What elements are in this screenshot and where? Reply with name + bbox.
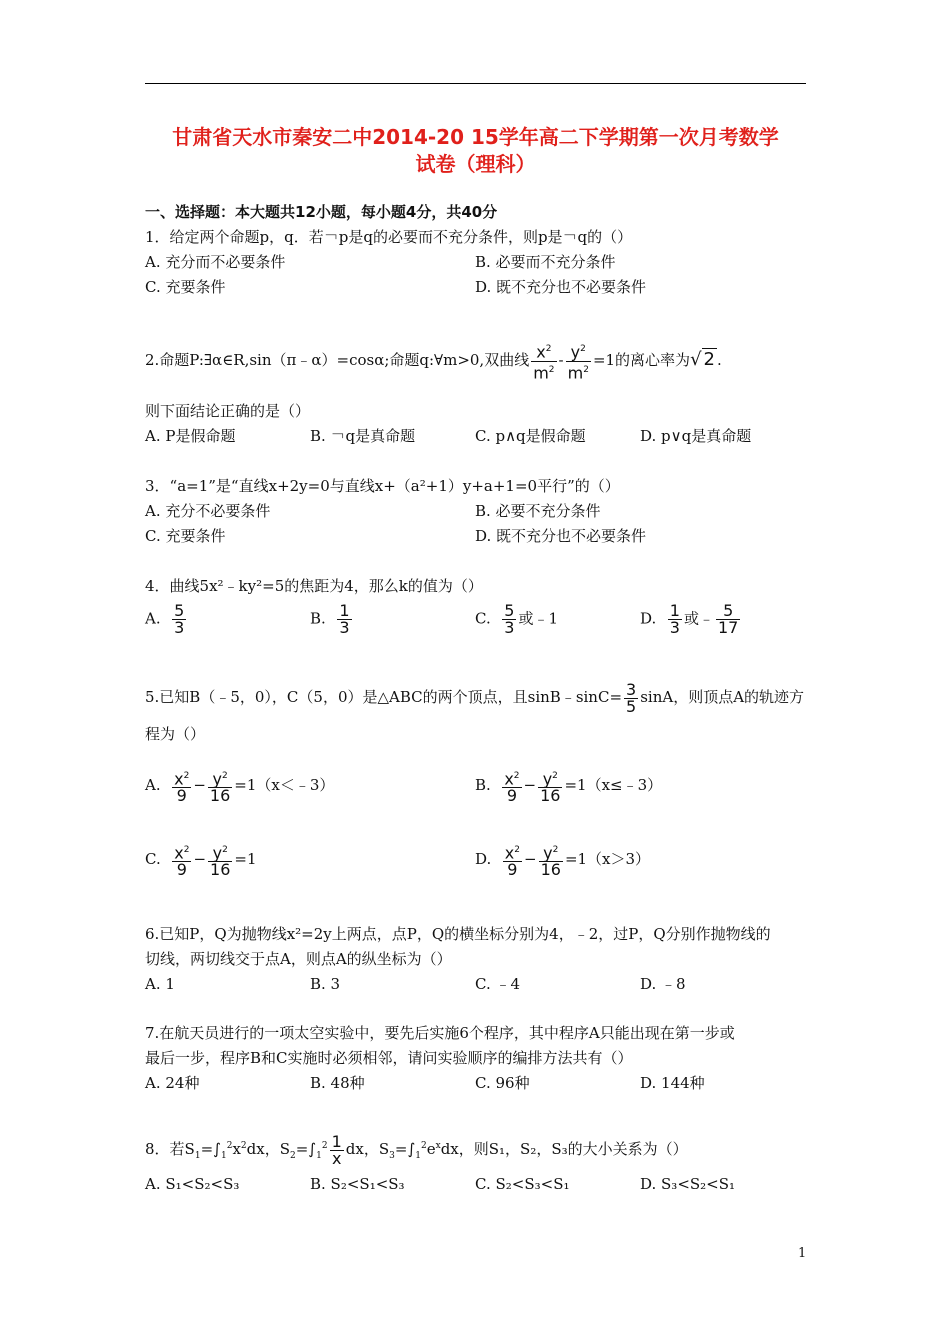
- q3-option-a: A. 充分不必要条件: [145, 502, 271, 520]
- q4-option-a: A. $\frac{5}{3}$: [145, 601, 185, 637]
- header-rule: [145, 83, 806, 84]
- q8-option-a: A. S₁<S₂<S₃: [145, 1175, 240, 1193]
- q2-option-a: A. P是假命题: [145, 427, 236, 445]
- q4-option-b: B. $\frac{1}{3}$: [310, 601, 350, 637]
- q5-option-a: A. $\frac{x^2}{9}$ − $\frac{y^2}{16}$ =1（x＜﹣3）: [145, 769, 335, 806]
- q4-stem: 4．曲线5x²﹣ky²=5的焦距为4，那么k的值为（）: [145, 577, 483, 595]
- q6-line1: 6.已知P，Q为抛物线x²=2y上两点，点P，Q的横坐标分别为4，﹣2，过P，Q分别作抛物线的: [145, 925, 771, 943]
- paper-title: 甘肃省天水市秦安二中2014-20 15学年高二下学期第一次月考数学: [172, 125, 779, 149]
- q6-option-a: A. 1: [145, 975, 175, 993]
- q8-option-c: C. S₂<S₃<S₁: [475, 1175, 570, 1193]
- section-heading: 一、选择题：本大题共12小题，每小题4分，共40分: [145, 203, 498, 221]
- q3-option-d: D. 既不充分也不必要条件: [475, 527, 647, 545]
- q8-option-b: B. S₂<S₁<S₃: [310, 1175, 405, 1193]
- q5-option-b: B. $\frac{x^2}{9}$ − $\frac{y^2}{16}$ =1（x≤﹣3）: [475, 769, 663, 806]
- q2-option-d: D. p∨q是真命题: [640, 427, 752, 445]
- q4-option-c: C. $\frac{5}{3}$ 或﹣1: [475, 601, 558, 637]
- q7-line2: 最后一步，程序B和C实施时必须相邻，请问实验顺序的编排方法共有（）: [145, 1049, 633, 1067]
- q6-line2: 切线，两切线交于点A，则点A的纵坐标为（）: [145, 950, 452, 968]
- q5-option-d: D. $\frac{x^2}{9}$ − $\frac{y^2}{16}$ =1（x＞3）: [475, 843, 651, 880]
- q3-option-c: C. 充要条件: [145, 527, 226, 545]
- q3-stem: 3．“a=1”是“直线x+2y=0与直线x+（a²+1）y+a+1=0平行”的（）: [145, 477, 620, 495]
- q7-line1: 7.在航天员进行的一项太空实验中，要先后实施6个程序，其中程序A只能出现在第一步或: [145, 1024, 735, 1042]
- paper-title-line2: 试卷（理科）: [415, 152, 536, 176]
- q8-option-d: D. S₃<S₂<S₁: [640, 1175, 736, 1193]
- q1-option-d: D. 既不充分也不必要条件: [475, 278, 647, 296]
- q5-stem: 5.已知B（﹣5，0），C（5，0）是△ABC的两个顶点，且sinB﹣sinC= $\frac{3}{5}$ sinA，则顶点A的轨迹方: [145, 679, 805, 716]
- q2-option-b: B. ￢q是真命题: [310, 427, 416, 445]
- q6-option-b: B. 3: [310, 975, 341, 993]
- q7-option-c: C. 96种: [475, 1074, 530, 1092]
- q5-option-c: C. $\frac{x^2}{9}$ − $\frac{y^2}{16}$ =1: [145, 843, 257, 880]
- q1-stem: 1．给定两个命题p，q．若￢p是q的必要而不充分条件，则p是￢q的（）: [145, 228, 633, 246]
- q7-option-b: B. 48种: [310, 1074, 365, 1092]
- q5-line2: 程为（）: [145, 725, 206, 743]
- q2-line2: 则下面结论正确的是（）: [145, 402, 311, 420]
- q2-option-c: C. p∧q是假命题: [475, 427, 586, 445]
- q3-option-b: B. 必要不充分条件: [475, 502, 601, 520]
- q1-option-c: C. 充要条件: [145, 278, 226, 296]
- q7-option-d: D. 144种: [640, 1074, 705, 1092]
- q7-option-a: A. 24种: [145, 1074, 200, 1092]
- q1-option-b: B. 必要而不充分条件: [475, 253, 616, 271]
- q4-option-d: D. $\frac{1}{3}$ 或﹣ $\frac{5}{17}$: [640, 601, 739, 637]
- q6-option-c: C. ﹣4: [475, 975, 521, 993]
- q8-stem: 8．若$S_1=\int_1^2x^2dx$，$S_2=\int_1^2$ $\frac{1}{x}$ dx，$S_3=\int_1^2e^xdx$，则S₁，S₂，S₃的大小关系为（）: [145, 1131, 688, 1168]
- page-number: 1: [798, 1246, 807, 1261]
- q1-option-a: A. 充分而不必要条件: [145, 253, 286, 271]
- q6-option-d: D. ﹣8: [640, 975, 686, 993]
- q2-stem: 2.命题P:∃α∈R,sin（π﹣α）=cosα;命题q:∀m>0,双曲线 $\frac{x^2}{m^2}$ - $\frac{y^2}{m^2}$ =1的离心率为√ 2 .: [145, 342, 722, 382]
